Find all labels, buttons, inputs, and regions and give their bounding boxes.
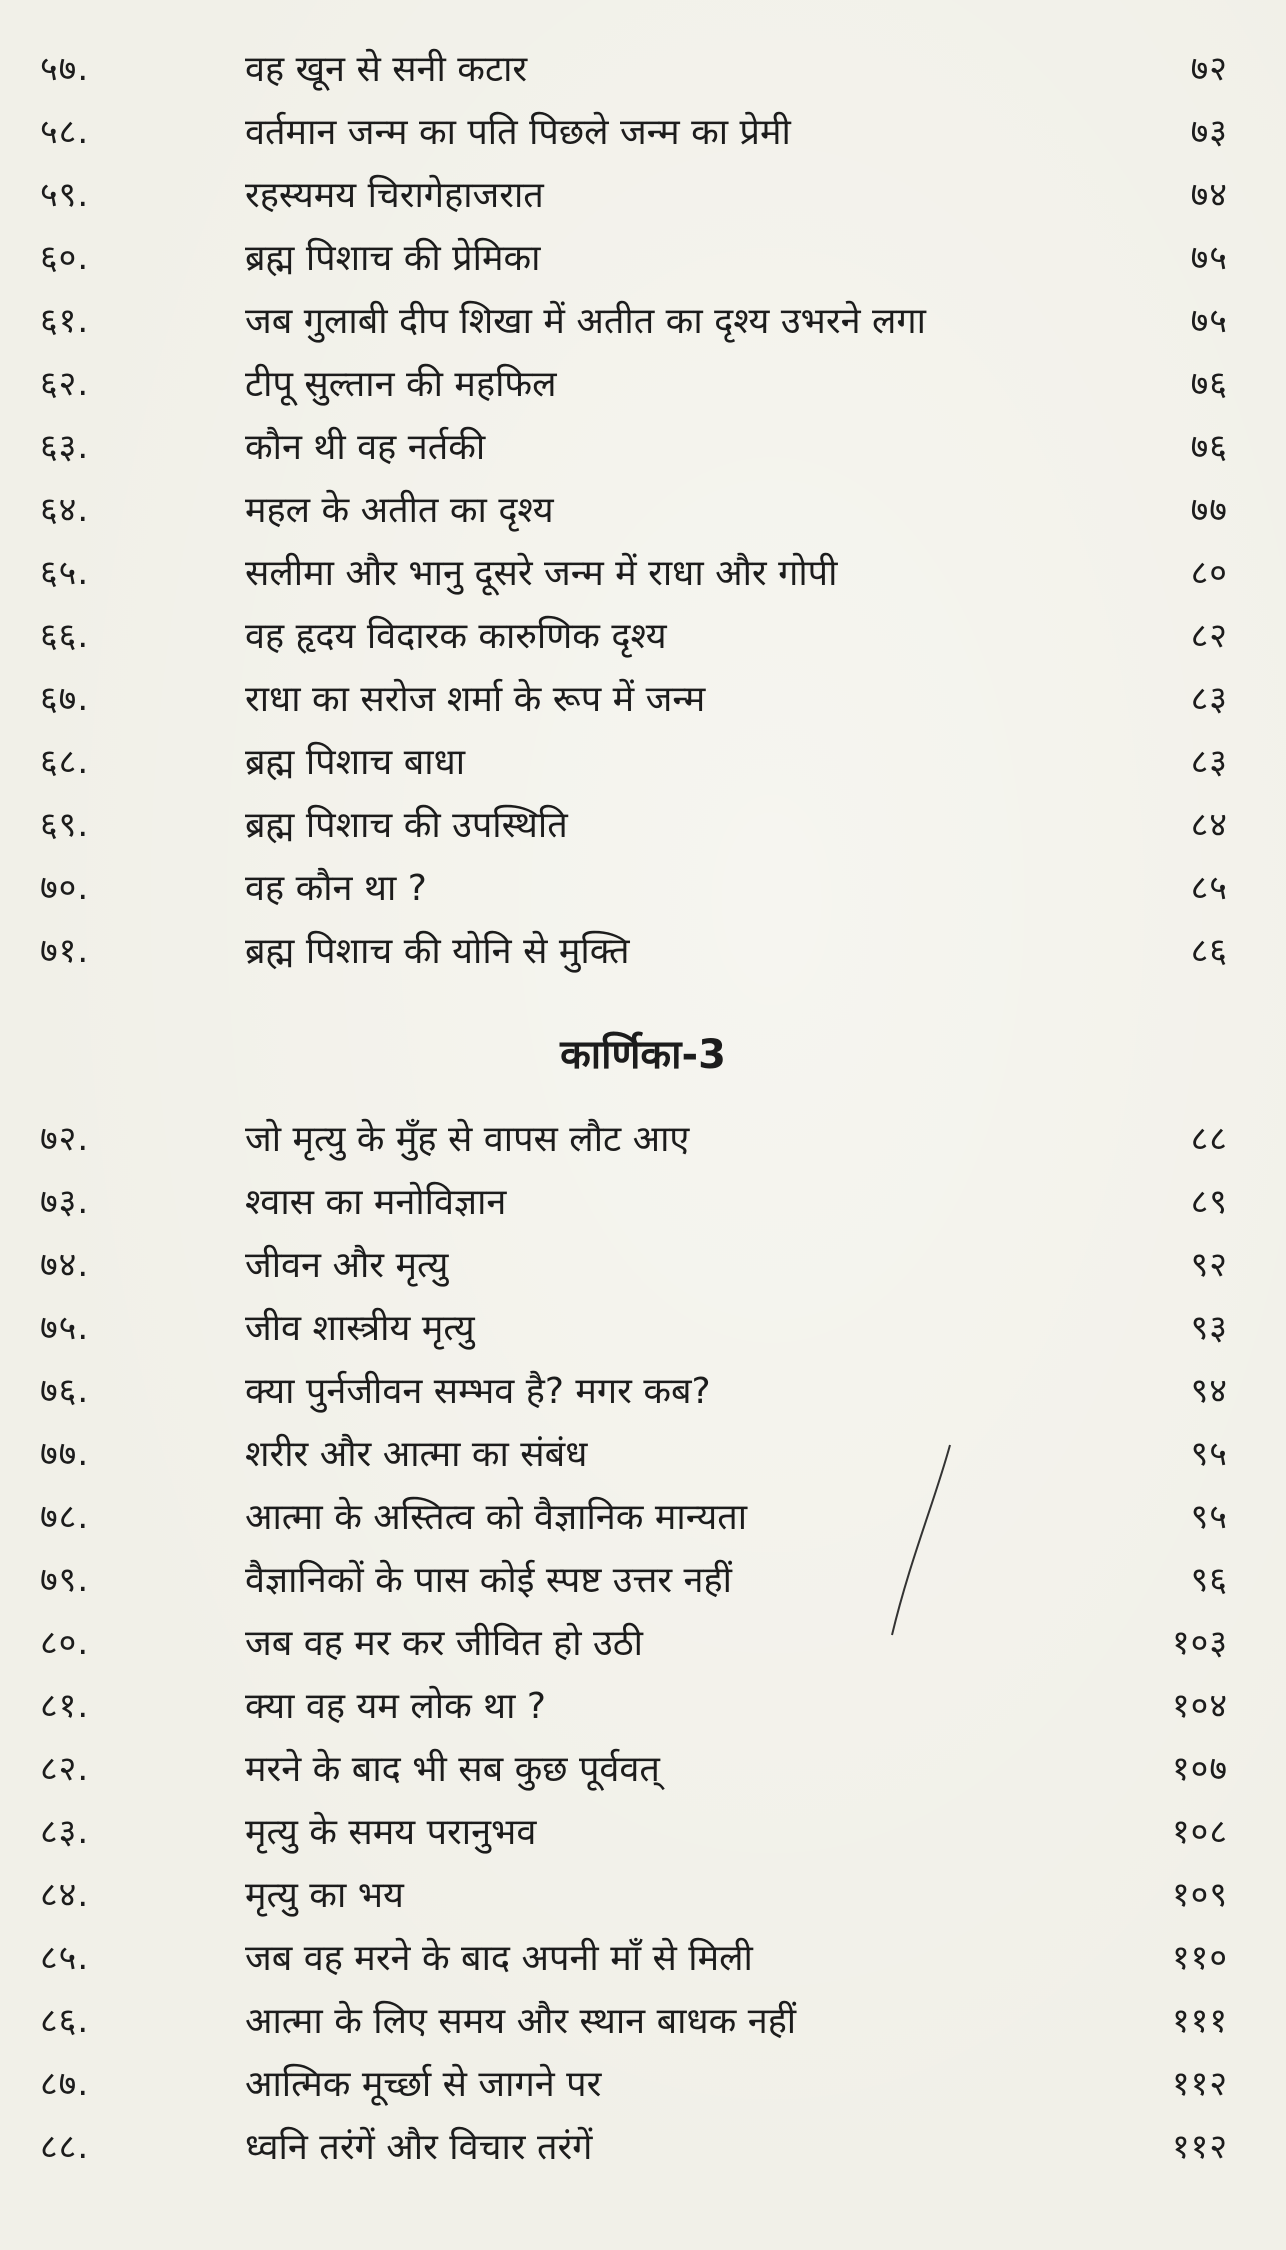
contents-section-2 <box>0 1108 1286 2179</box>
toc-entry <box>0 1675 1286 1738</box>
entry-title: ध्वनि तरंगें और विचार तरंगें <box>245 2127 593 2168</box>
entry-title: श्वास का मनोविज्ञान <box>245 1182 507 1223</box>
entry-page: ८९ <box>1190 1182 1228 1222</box>
toc-entry <box>0 857 1286 920</box>
toc-entry <box>0 416 1286 479</box>
entry-page: ११० <box>1171 1938 1228 1978</box>
entry-title: वह हृदय विदारक कारुणिक दृश्य <box>245 616 667 657</box>
entry-number: ७२. <box>40 1119 90 1159</box>
entry-number: ७०. <box>40 868 90 908</box>
entry-title: रहस्यमय चिरागेहाजरात <box>245 175 544 216</box>
toc-entry <box>0 290 1286 353</box>
entry-page: १११ <box>1171 2001 1228 2041</box>
toc-entry <box>0 101 1286 164</box>
contents-section-1 <box>0 38 1286 983</box>
entry-number: ५७. <box>40 49 90 89</box>
entry-page: ९२ <box>1190 1245 1228 1285</box>
entry-page: ७५ <box>1190 301 1228 341</box>
entry-title: वर्तमान जन्म का पति पिछले जन्म का प्रेमी <box>245 112 791 153</box>
entry-number: ७८. <box>40 1497 90 1537</box>
entry-title: जो मृत्यु के मुँह से वापस लौट आए <box>245 1119 690 1160</box>
toc-entry <box>0 1927 1286 1990</box>
entry-number: ७३. <box>40 1182 90 1222</box>
toc-entry <box>0 920 1286 983</box>
entry-title: वह कौन था ? <box>245 868 427 909</box>
entry-page: ७७ <box>1190 490 1228 530</box>
entry-title: मृत्यु के समय परानुभव <box>245 1812 537 1853</box>
entry-page: ८६ <box>1190 931 1228 971</box>
entry-title: क्या पुर्नजीवन सम्भव है? मगर कब? <box>245 1371 711 1412</box>
entry-number: ७४. <box>40 1245 90 1285</box>
entry-title: टीपू सुल्तान की महफिल <box>245 364 557 405</box>
entry-number: ८८. <box>40 2127 90 2167</box>
entry-number: ५८. <box>40 112 90 152</box>
entry-page: ७३ <box>1190 112 1228 152</box>
entry-number: ६३. <box>40 427 90 467</box>
entry-title: ब्रह्म पिशाच की प्रेमिका <box>245 238 541 279</box>
entry-title: मृत्यु का भय <box>245 1875 404 1916</box>
entry-title: ब्रह्म पिशाच बाधा <box>245 742 466 783</box>
entry-number: ८६. <box>40 2001 90 2041</box>
entry-page: ८० <box>1190 553 1228 593</box>
toc-entry <box>0 1612 1286 1675</box>
entry-page: १०४ <box>1171 1686 1228 1726</box>
entry-number: ८१. <box>40 1686 90 1726</box>
toc-entry <box>0 38 1286 101</box>
toc-entry <box>0 1549 1286 1612</box>
entry-number: ७५. <box>40 1308 90 1348</box>
entry-number: ६९. <box>40 805 90 845</box>
entry-title: जब वह मर कर जीवित हो उठी <box>245 1623 643 1664</box>
entry-page: ७२ <box>1190 49 1228 89</box>
entry-title: जीव शास्त्रीय मृत्यु <box>245 1308 475 1349</box>
entry-page: ७५ <box>1190 238 1228 278</box>
toc-entry <box>0 1423 1286 1486</box>
entry-number: ५९. <box>40 175 90 215</box>
entry-title: आत्मा के लिए समय और स्थान बाधक नहीं <box>245 2001 797 2042</box>
entry-page: ८३ <box>1190 679 1228 719</box>
entry-title: जब गुलाबी दीप शिखा में अतीत का दृश्य उभरने लगा <box>245 301 927 342</box>
entry-number: ७६. <box>40 1371 90 1411</box>
toc-entry <box>0 227 1286 290</box>
entry-page: ८४ <box>1190 805 1228 845</box>
entry-title: महल के अतीत का दृश्य <box>245 490 554 531</box>
entry-page: ७४ <box>1190 175 1228 215</box>
entry-number: ८२. <box>40 1749 90 1789</box>
entry-page: १०८ <box>1171 1812 1228 1852</box>
entry-page: ९५ <box>1190 1434 1228 1474</box>
toc-entry <box>0 542 1286 605</box>
entry-number: ६२. <box>40 364 90 404</box>
entry-number: ८०. <box>40 1623 90 1663</box>
toc-entry <box>0 164 1286 227</box>
entry-number: ६०. <box>40 238 90 278</box>
entry-title: शरीर और आत्मा का संबंध <box>245 1434 588 1475</box>
entry-number: ६५. <box>40 553 90 593</box>
toc-entry <box>0 1234 1286 1297</box>
toc-entry <box>0 353 1286 416</box>
toc-entry <box>0 668 1286 731</box>
entry-page: ८२ <box>1190 616 1228 656</box>
entry-title: जब वह मरने के बाद अपनी माँ से मिली <box>245 1938 753 1979</box>
entry-page: ९४ <box>1190 1371 1228 1411</box>
entry-number: ६६. <box>40 616 90 656</box>
entry-title: राधा का सरोज शर्मा के रूप में जन्म <box>245 679 706 720</box>
toc-entry <box>0 1864 1286 1927</box>
entry-number: ८५. <box>40 1938 90 1978</box>
entry-title: आत्मिक मूर्च्छा से जागने पर <box>245 2064 602 2105</box>
toc-entry <box>0 1990 1286 2053</box>
entry-number: ६८. <box>40 742 90 782</box>
entry-title: जीवन और मृत्यु <box>245 1245 449 1286</box>
toc-entry <box>0 1801 1286 1864</box>
toc-entry <box>0 2053 1286 2116</box>
pen-mark <box>880 1440 960 1640</box>
entry-title: वैज्ञानिकों के पास कोई स्पष्ट उत्तर नहीं <box>245 1560 732 1601</box>
entry-number: ६७. <box>40 679 90 719</box>
entry-number: ६१. <box>40 301 90 341</box>
entry-page: ९५ <box>1190 1497 1228 1537</box>
toc-entry <box>0 1738 1286 1801</box>
entry-page: ७६ <box>1190 427 1228 467</box>
entry-number: ७९. <box>40 1560 90 1600</box>
entry-page: ८८ <box>1190 1119 1228 1159</box>
entry-number: ७१. <box>40 931 90 971</box>
entry-number: ८४. <box>40 1875 90 1915</box>
entry-title: क्या वह यम लोक था ? <box>245 1686 547 1727</box>
toc-entry <box>0 479 1286 542</box>
entry-page: ८३ <box>1190 742 1228 782</box>
entry-title: वह खून से सनी कटार <box>245 49 528 90</box>
toc-entry <box>0 2116 1286 2179</box>
entry-title: कौन थी वह नर्तकी <box>245 427 486 468</box>
entry-number: ८३. <box>40 1812 90 1852</box>
entry-title: मरने के बाद भी सब कुछ पूर्ववत् <box>245 1749 660 1790</box>
entry-page: ७६ <box>1190 364 1228 404</box>
toc-entry <box>0 794 1286 857</box>
toc-entry <box>0 731 1286 794</box>
toc-entry <box>0 1108 1286 1171</box>
entry-title: ब्रह्म पिशाच की योनि से मुक्ति <box>245 931 630 972</box>
entry-page: १०३ <box>1171 1623 1228 1663</box>
entry-title: सलीमा और भानु दूसरे जन्म में राधा और गोपी <box>245 553 838 594</box>
entry-page: १०७ <box>1171 1749 1228 1789</box>
entry-page: १०९ <box>1171 1875 1228 1915</box>
entry-title: ब्रह्म पिशाच की उपस्थिति <box>245 805 568 846</box>
entry-page: ८५ <box>1190 868 1228 908</box>
entry-page: ११२ <box>1171 2127 1228 2167</box>
entry-number: ७७. <box>40 1434 90 1474</box>
entry-page: ९६ <box>1190 1560 1228 1600</box>
entry-page: ९३ <box>1190 1308 1228 1348</box>
section-heading: कार्णिका-3 <box>560 1032 726 1078</box>
entry-title: आत्मा के अस्तित्व को वैज्ञानिक मान्यता <box>245 1497 748 1538</box>
entry-page: ११२ <box>1171 2064 1228 2104</box>
entry-number: ६४. <box>40 490 90 530</box>
toc-entry <box>0 1486 1286 1549</box>
toc-entry <box>0 605 1286 668</box>
toc-entry <box>0 1297 1286 1360</box>
toc-entry <box>0 1171 1286 1234</box>
entry-number: ८७. <box>40 2064 90 2104</box>
toc-entry <box>0 1360 1286 1423</box>
